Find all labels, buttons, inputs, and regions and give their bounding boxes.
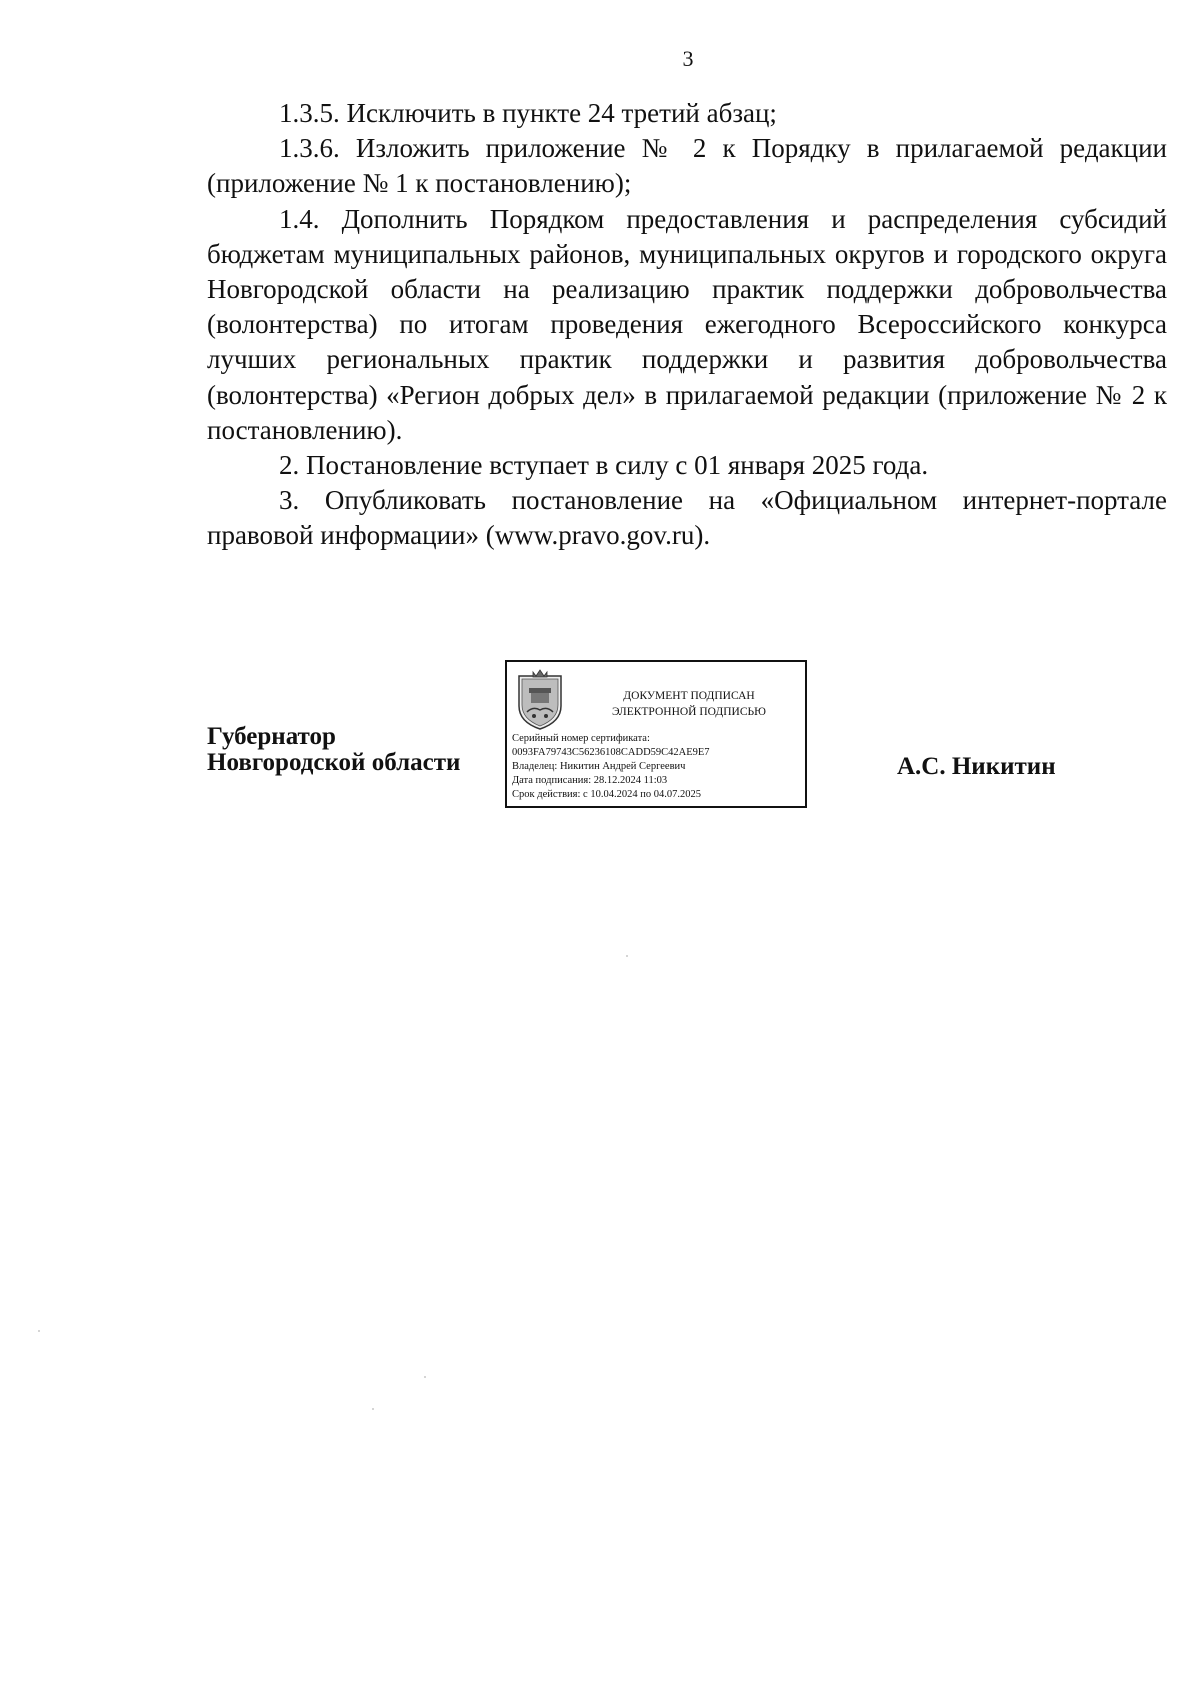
- stamp-heading-line-1: ДОКУМЕНТ ПОДПИСАН: [623, 690, 755, 702]
- scan-speck: [372, 1408, 374, 1410]
- paragraph-1-3-6: 1.3.6. Изложить приложение № 2 к Порядку в прилагаемой редакции (приложение № 1 к постановлению);: [207, 133, 1167, 199]
- certificate-owner: Владелец: Никитин Андрей Сергеевич: [512, 761, 686, 772]
- certificate-serial-number: 0093FA79743C56236108CADD59C42AE9E7: [512, 747, 710, 758]
- certificate-validity: Срок действия: с 10.04.2024 по 04.07.2025: [512, 789, 701, 800]
- paragraph-3: 3. Опубликовать постановление на «Официальном интернет-портале правовой информации» (www.pravo.gov.ru).: [207, 485, 1167, 551]
- signing-date: Дата подписания: 28.12.2024 11:03: [512, 775, 668, 786]
- page-number: 3: [682, 46, 694, 71]
- document-body: [207, 96, 1167, 554]
- electronic-signature-stamp: [505, 660, 807, 808]
- scan-speck: [626, 955, 628, 957]
- paragraph-1-3-5: 1.3.5. Исключить в пункте 24 третий абзац;: [279, 98, 777, 128]
- signatory-position: [207, 724, 460, 776]
- stamp-heading-line-2: ЭЛЕКТРОННОЙ ПОДПИСЬЮ: [612, 706, 766, 718]
- coat-of-arms-icon: [513, 668, 567, 732]
- stamp-heading: [589, 688, 789, 720]
- certificate-serial-label: Серийный номер сертификата:: [512, 733, 650, 744]
- scan-speck: [38, 1330, 40, 1332]
- stamp-details: [512, 732, 802, 802]
- signatory-position-line-1: Губернатор: [207, 723, 336, 750]
- signatory-name: А.С. Никитин: [897, 753, 1056, 780]
- paragraph-1-4: 1.4. Дополнить Порядком предоставления и распределения субсидий бюджетам муниципальных районов, муниципальных округов и городского округа Новгородской области на реализацию практик поддержки добровольчества (волонтерства) по итогам проведения ежегодного Всероссийского конкурса лучших региональных практик поддержки и развития добровольчества (волонтерства) «Регион добрых дел» в прилагаемой редакции (приложение № 2 к постановлению).: [207, 203, 1167, 445]
- scan-speck: [424, 1376, 426, 1378]
- signatory-position-line-2: Новгородской области: [207, 749, 461, 776]
- signature-block: [207, 660, 1107, 820]
- paragraph-2: 2. Постановление вступает в силу с 01 января 2025 года.: [279, 450, 929, 481]
